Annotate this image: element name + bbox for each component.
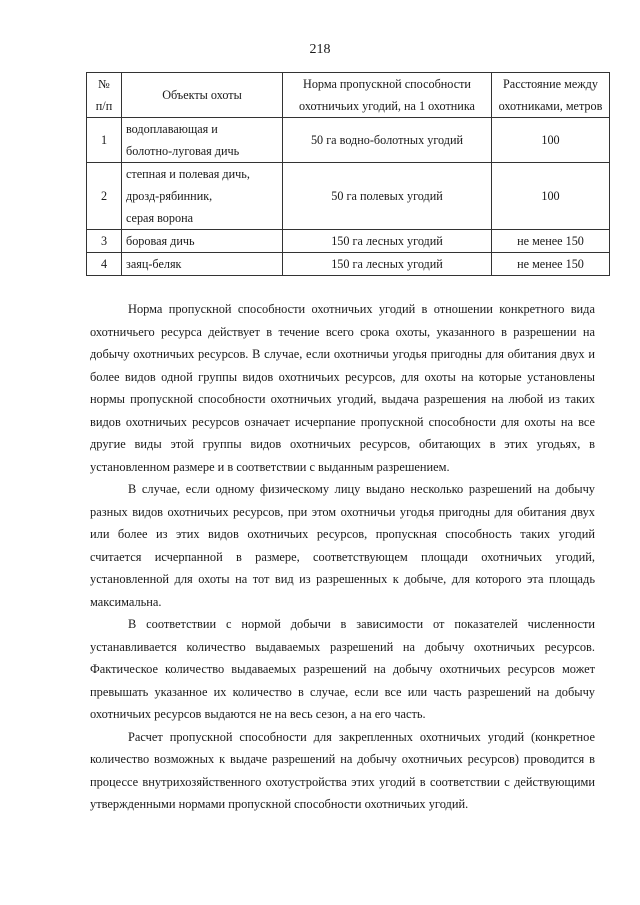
row-objects-line: боровая дичь [126,234,195,248]
table-row [87,163,610,230]
row-distance: не менее 150 [492,253,610,276]
header-number-line1: № [98,77,110,91]
page-number: 218 [309,42,331,57]
table-row [87,118,610,163]
header-number-line2: п/п [95,99,113,113]
row-number: 4 [87,253,122,276]
row-objects-line: болотно-луговая дичь [126,144,240,158]
header-distance-line2: охотниками, метров [498,99,603,113]
row-norm: 150 га лесных угодий [283,230,492,253]
table-header-row [87,73,610,118]
header-number [87,73,122,118]
row-objects-line: серая ворона [126,211,194,225]
row-objects [122,118,283,163]
paragraph: В случае, если одному физическому лицу выдано несколько разрешений на добычу разных видов охотничьих ресурсов, при этом охотничьи угодья пригодны для обитания двух или более из этих видов охотничьих ресурсов, пропускная способность таких угодий считается исчерпанной в размере, соответствующем площади охотничьих угодий, установленной для охоты на тот вид из разрешенных к добыче, для которого эта площадь максимальна. [90,482,595,609]
row-norm: 50 га водно-болотных угодий [283,118,492,163]
row-number: 1 [87,118,122,163]
header-norm [283,73,492,118]
row-distance: 100 [492,163,610,230]
row-norm: 50 га полевых угодий [283,163,492,230]
paragraph: Норма пропускной способности охотничьих угодий в отношении конкретного вида охотничьего ресурса действует в течение всего срока охоты, указанного в разрешении на добычу охотничьих ресурсов. В случае, если охотничьи угодья пригодны для обитания двух и более видов одной группы видов охотничьих ресурсов, для охоты на которые установлены нормы пропускной способности охотничьих угодий, выдача разрешения на любой из таких видов охотничьих ресурсов означает исчерпание пропускной способности для охоты на все другие виды этой группы видов охотничьих ресурсов, обитающих в этих угодьях, в установленном размере и в соответствии с выданным разрешением. [90,302,595,474]
row-objects [122,230,283,253]
paragraph: Расчет пропускной способности для закрепленных охотничьих угодий (конкретное количество возможных к выдаче разрешений на добычу охотничьих ресурсов) проводится в процессе внутрихозяйственного охотустройства этих угодий в соответствии с действующими утвержденными нормами пропускной способности охотничьих угодий. [90,729,595,811]
header-distance-line1: Расстояние между [503,77,598,91]
row-distance: 100 [492,118,610,163]
row-objects [122,253,283,276]
table-row [87,230,610,253]
row-number: 3 [87,230,122,253]
header-norm-line1: Норма пропускной способности [303,77,471,91]
row-objects-line: водоплавающая и [126,122,218,136]
table-row [87,253,610,276]
row-objects-line: степная и полевая дичь, [126,167,250,181]
row-number: 2 [87,163,122,230]
paragraph: В соответствии с нормой добычи в зависимости от показателей численности устанавливается количество выдаваемых разрешений на добычу охотничьих ресурсов. Фактическое количество выдаваемых разрешений на добычу охотничьих ресурсов может превышать указанное их количество в случае, если все или часть разрешений на добычу охотничьих ресурсов выдаются не на весь сезон, а на его часть. [90,617,595,721]
header-objects: Объекты охоты [122,73,283,118]
body-text [90,298,595,816]
hunting-norms-table [86,72,610,276]
row-objects [122,163,283,230]
header-distance [492,73,610,118]
row-norm: 150 га лесных угодий [283,253,492,276]
row-distance: не менее 150 [492,230,610,253]
header-norm-line2: охотничьих угодий, на 1 охотника [299,99,475,113]
row-objects-line: заяц-беляк [126,257,182,271]
row-objects-line: дрозд-рябинник, [126,189,213,203]
